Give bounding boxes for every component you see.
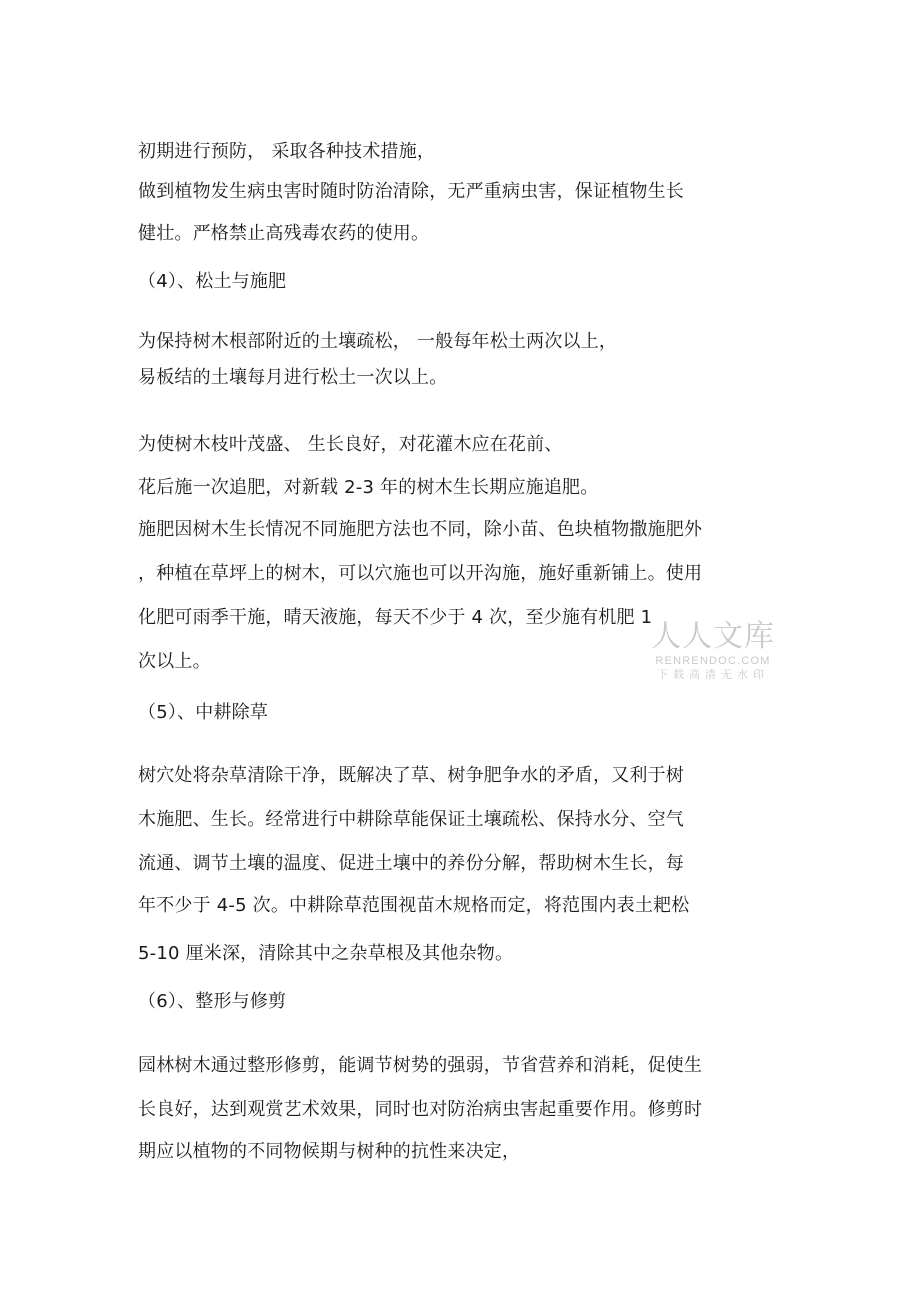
paragraph-1-line-3: 健壮。严格禁止高残毒农药的使用。 bbox=[138, 223, 430, 244]
paragraph-1-line-2: 做到植物发生病虫害时随时防治清除，无严重病虫害，保证植物生长 bbox=[138, 181, 684, 202]
paragraph-3-line-5: 化肥可雨季干施，晴天液施，每天不少于 4 次，至少施有机肥 1 bbox=[138, 607, 653, 628]
paragraph-3-line-1: 为使树木枝叶茂盛、 生长良好，对花灌木应在花前、 bbox=[138, 434, 563, 455]
paragraph-4-line-5: 5-10 厘米深，清除其中之杂草根及其他杂物。 bbox=[138, 943, 514, 964]
paragraph-5-line-1: 园林树木通过整形修剪，能调节树势的强弱，节省营养和消耗，促使生 bbox=[138, 1055, 703, 1076]
section-heading-6: （6）、整形与修剪 bbox=[138, 991, 287, 1012]
paragraph-4-line-2: 木施肥、生长。经常进行中耕除草能保证土壤疏松、保持水分、空气 bbox=[138, 809, 684, 830]
paragraph-3-line-6: 次以上。 bbox=[138, 651, 211, 672]
watermark-subtitle: 下载高清无水印 bbox=[657, 668, 769, 681]
paragraph-5-line-2: 长良好，达到观赏艺术效果，同时也对防治病虫害起重要作用。修剪时 bbox=[138, 1099, 703, 1120]
paragraph-1-line-1: 初期进行预防， 采取各种技术措施， bbox=[138, 141, 436, 162]
paragraph-4-line-3: 流通、调节土壤的温度、促进土壤中的养份分解，帮助树木生长，每 bbox=[138, 853, 684, 874]
paragraph-2-line-2: 易板结的土壤每月进行松土一次以上。 bbox=[138, 367, 448, 388]
paragraph-3-line-2: 花后施一次追肥，对新载 2-3 年的树木生长期应施追肥。 bbox=[138, 477, 599, 498]
paragraph-5-line-3: 期应以植物的不同物候期与树种的抗性来决定， bbox=[138, 1141, 521, 1162]
watermark bbox=[648, 620, 778, 682]
paragraph-4-line-4: 年不少于 4-5 次。中耕除草范围视苗木规格而定，将范围内表土耙松 bbox=[138, 895, 690, 916]
watermark-title: 人人文库 bbox=[651, 619, 775, 654]
paragraph-3-line-3: 施肥因树木生长情况不同施肥方法也不同，除小苗、色块植物撒施肥外 bbox=[138, 519, 703, 540]
section-heading-4: （4）、松土与施肥 bbox=[138, 271, 287, 292]
paragraph-3-line-4: ，种植在草坪上的树木，可以穴施也可以开沟施，施好重新铺上。使用 bbox=[138, 563, 703, 584]
paragraph-4-line-1: 树穴处将杂草清除干净，既解决了草、树争肥争水的矛盾，又利于树 bbox=[138, 765, 684, 786]
watermark-url: RENRENDOC.COM bbox=[655, 655, 771, 667]
section-heading-5: （5）、中耕除草 bbox=[138, 702, 269, 723]
paragraph-2-line-1: 为保持树木根部附近的土壤疏松， 一般每年松土两次以上， bbox=[138, 331, 618, 352]
